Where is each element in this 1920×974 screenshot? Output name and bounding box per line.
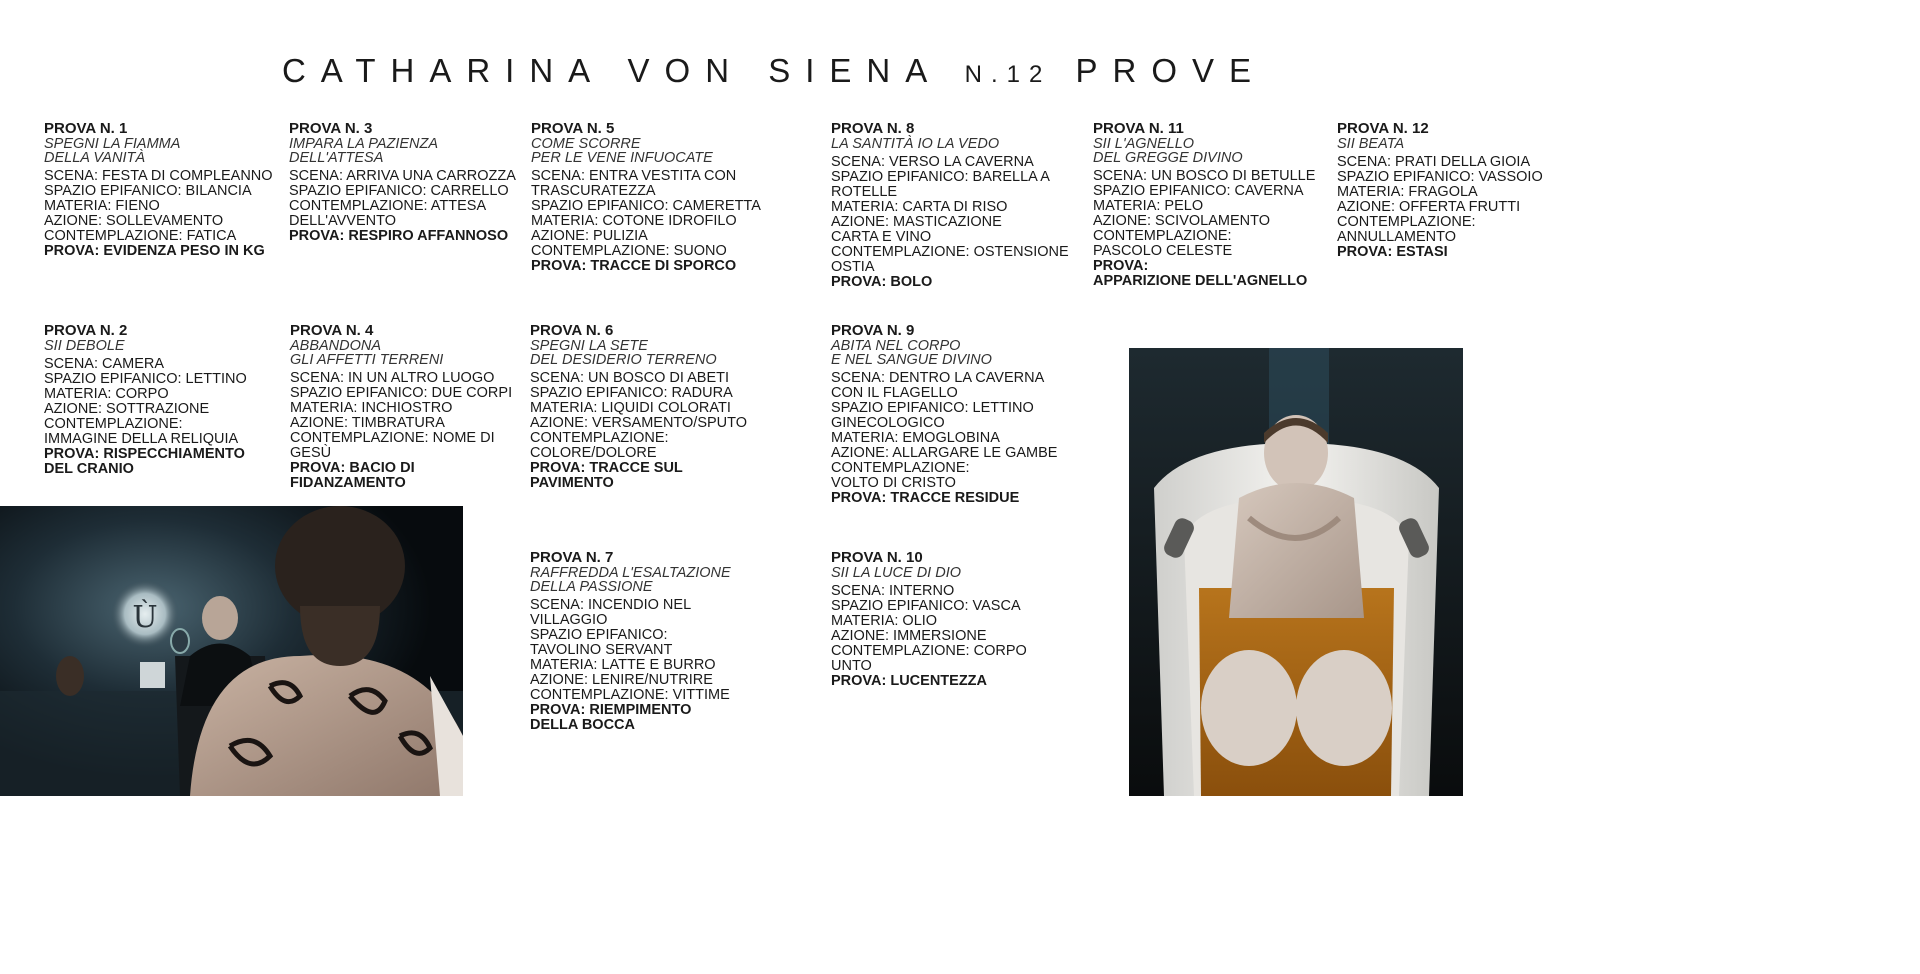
prova-detail-line: AZIONE: SCIVOLAMENTO (1093, 213, 1270, 229)
prova-detail-line: AZIONE: TIMBRATURA (290, 415, 445, 431)
prova-result-line: PROVA: RIEMPIMENTO (530, 702, 692, 718)
prova-result-line: PROVA: LUCENTEZZA (831, 673, 988, 689)
prova-detail-line: AZIONE: VERSAMENTO/SPUTO (530, 415, 748, 431)
prova-heading: PROVA N. 9 (831, 322, 915, 339)
prova-subtitle (1093, 137, 1333, 165)
prova-detail-line: MATERIA: FIENO (44, 198, 160, 214)
prova-detail-line: AZIONE: SOLLEVAMENTO (44, 213, 224, 229)
prova-subtitle-line: IMPARA LA PAZIENZA (289, 136, 439, 152)
prova-detail-line: SCENA: DENTRO LA CAVERNA (831, 370, 1045, 386)
prova-subtitle-line: SII BEATA (1337, 136, 1405, 152)
prova-subtitle (1337, 137, 1577, 151)
prova-heading: PROVA N. 7 (530, 549, 614, 566)
prova-detail-line: SCENA: INTERNO (831, 583, 955, 599)
prova-block-2 (44, 323, 284, 477)
prova-detail-line: AZIONE: SOTTRAZIONE (44, 401, 210, 417)
prova-detail-line: CONTEMPLAZIONE: VITTIME (530, 687, 730, 703)
prova-detail-line: CONTEMPLAZIONE: (1337, 214, 1476, 230)
prova-block-4 (290, 323, 530, 491)
prova-detail-line: SCENA: INCENDIO NEL VILLAGGIO (530, 597, 691, 628)
prova-detail-line: SCENA: VERSO LA CAVERNA (831, 154, 1034, 170)
prova-subtitle (831, 137, 1071, 151)
prova-subtitle-line: GLI AFFETTI TERRENI (290, 352, 444, 368)
prova-detail-line: SCENA: PRATI DELLA GIOIA (1337, 154, 1531, 170)
prova-result-line: PROVA: RESPIRO AFFANNOSO (289, 228, 509, 244)
prova-detail-line: TRASCURATEZZA (531, 183, 656, 199)
prova-detail-line: AZIONE: OFFERTA FRUTTI (1337, 199, 1521, 215)
prova-subtitle-line: RAFFREDDA L'ESALTAZIONE (530, 565, 731, 581)
prova-subtitle (530, 566, 770, 594)
prova-subtitle (831, 566, 1071, 580)
prova-detail-line: MATERIA: CORPO (44, 386, 169, 402)
prova-detail-line: SPAZIO EPIFANICO: CARRELLO (289, 183, 509, 199)
prova-detail-line: CONTEMPLAZIONE: NOME DI GESÙ (290, 430, 495, 461)
prova-detail-line: CONTEMPLAZIONE: (44, 416, 183, 432)
prova-subtitle-line: ABBANDONA (290, 338, 382, 354)
prova-subtitle-line: DELL'ATTESA (289, 150, 384, 166)
prova-heading: PROVA N. 11 (1093, 120, 1184, 137)
prova-block-1 (44, 121, 284, 259)
prova-result-line: PROVA: BACIO DI FIDANZAMENTO (290, 460, 415, 491)
prova-block-8 (831, 121, 1071, 290)
prova-result-line: DEL CRANIO (44, 461, 134, 477)
prova-detail-line: CONTEMPLAZIONE: ATTESA (289, 198, 487, 214)
prova-subtitle-line: DEL GREGGE DIVINO (1093, 150, 1243, 166)
prova-detail-line: AZIONE: LENIRE/NUTRIRE (530, 672, 713, 688)
prova-subtitle-line: COME SCORRE (531, 136, 641, 152)
prova-heading: PROVA N. 3 (289, 120, 373, 137)
prova-result-line: PROVA: TRACCE RESIDUE (831, 490, 1020, 506)
prova-subtitle-line: SII L'AGNELLO (1093, 136, 1195, 152)
prova-detail-line: SPAZIO EPIFANICO: LETTINO (44, 371, 247, 387)
title-number: N.12 (964, 61, 1052, 88)
prova-detail-line: SCENA: ARRIVA UNA CARROZZA (289, 168, 516, 184)
prova-detail-line: MATERIA: LATTE E BURRO (530, 657, 716, 673)
prova-heading: PROVA N. 4 (290, 322, 374, 339)
prova-result-line: PROVA: EVIDENZA PESO IN KG (44, 243, 265, 259)
prova-heading: PROVA N. 10 (831, 549, 923, 566)
prova-heading: PROVA N. 1 (44, 120, 128, 137)
prova-detail-line: SCENA: UN BOSCO DI ABETI (530, 370, 730, 386)
prova-subtitle-line: SPEGNI LA FIAMMA (44, 136, 181, 152)
prova-heading: PROVA N. 8 (831, 120, 915, 137)
prova-subtitle-line: DELLA VANITÀ (44, 150, 146, 166)
prova-detail-line: SPAZIO EPIFANICO: VASSOIO (1337, 169, 1543, 185)
prova-detail-line: AZIONE: PULIZIA (531, 228, 648, 244)
prova-detail-line: MATERIA: LIQUIDI COLORATI (530, 400, 731, 416)
prova-detail-line: CONTEMPLAZIONE: CORPO UNTO (831, 643, 1027, 674)
prova-block-11 (1093, 121, 1333, 289)
prova-subtitle (530, 339, 770, 367)
prova-subtitle (44, 339, 284, 353)
prova-subtitle-line: SPEGNI LA SETE (530, 338, 648, 354)
prova-detail-line: AZIONE: ALLARGARE LE GAMBE (831, 445, 1058, 461)
prova-subtitle (44, 137, 284, 165)
prova-subtitle-line: E NEL SANGUE DIVINO (831, 352, 992, 368)
prova-block-5 (531, 121, 771, 274)
prova-detail-line: CON IL FLAGELLO (831, 385, 958, 401)
prova-result-line: PROVA: TRACCE SUL PAVIMENTO (530, 460, 683, 491)
prova-detail-line: SCENA: UN BOSCO DI BETULLE (1093, 168, 1316, 184)
prova-subtitle (531, 137, 771, 165)
prova-subtitle (289, 137, 529, 165)
prova-subtitle-line: SII LA LUCE DI DIO (831, 565, 961, 581)
prova-detail-line: MATERIA: CARTA DI RISO (831, 199, 1008, 215)
prova-detail-line: SCENA: FESTA DI COMPLEANNO (44, 168, 273, 184)
prova-heading: PROVA N. 5 (531, 120, 615, 137)
prova-detail-line: SCENA: CAMERA (44, 356, 165, 372)
prova-detail-line: DELL'AVVENTO (289, 213, 396, 229)
prova-subtitle-line: DELLA PASSIONE (530, 579, 653, 595)
prova-detail-line: SPAZIO EPIFANICO: CAVERNA (1093, 183, 1304, 199)
prova-detail-line: MATERIA: COTONE IDROFILO (531, 213, 737, 229)
scene-photo-left-drawing (0, 506, 463, 796)
prova-subtitle-line: PER LE VENE INFUOCATE (531, 150, 713, 166)
prova-detail-line: VOLTO DI CRISTO (831, 475, 956, 491)
prova-detail-line: CONTEMPLAZIONE: COLORE/DOLORE (530, 430, 669, 461)
prova-detail-line: OSTIA (831, 259, 875, 275)
prova-result-line: PROVA: BOLO (831, 274, 933, 290)
title-main: CATHARINA VON SIENA (281, 52, 941, 89)
prova-detail-line: CONTEMPLAZIONE: SUONO (531, 243, 727, 259)
prova-subtitle-line: DEL DESIDERIO TERRENO (530, 352, 717, 368)
prova-detail-line: MATERIA: PELO (1093, 198, 1204, 214)
prova-detail-line: AZIONE: IMMERSIONE (831, 628, 987, 644)
prova-detail-line: TAVOLINO SERVANT (530, 642, 673, 658)
prova-detail-line: SPAZIO EPIFANICO: (530, 627, 668, 643)
prova-detail-line: CARTA E VINO (831, 229, 932, 245)
scene-photo-left (0, 506, 463, 796)
prova-detail-line: SPAZIO EPIFANICO: VASCA (831, 598, 1021, 614)
prova-detail-line: IMMAGINE DELLA RELIQUIA (44, 431, 239, 447)
prova-block-10 (831, 550, 1071, 689)
prova-result-line: PROVA: ESTASI (1337, 244, 1448, 260)
prova-detail-line: SPAZIO EPIFANICO: LETTINO (831, 400, 1034, 416)
prova-result-line: PROVA: (1093, 258, 1149, 274)
prova-result-line: PROVA: TRACCE DI SPORCO (531, 258, 737, 274)
prova-detail-line: CONTEMPLAZIONE: (831, 460, 970, 476)
prova-result-line: APPARIZIONE DELL'AGNELLO (1093, 273, 1308, 289)
prova-detail-line: AZIONE: MASTICAZIONE (831, 214, 1002, 230)
prova-detail-line: SPAZIO EPIFANICO: CAMERETTA (531, 198, 761, 214)
prova-subtitle (831, 339, 1071, 367)
prova-detail-line: SPAZIO EPIFANICO: BARELLA A (831, 169, 1050, 185)
prova-detail-line: SCENA: ENTRA VESTITA CON (531, 168, 737, 184)
page-title (0, 52, 1548, 90)
prova-block-6 (530, 323, 770, 491)
prova-result-line: PROVA: RISPECCHIAMENTO (44, 446, 245, 462)
bathtub-photo-right (1129, 348, 1463, 796)
prova-detail-line: SPAZIO EPIFANICO: BILANCIA (44, 183, 252, 199)
prova-detail-line: MATERIA: EMOGLOBINA (831, 430, 1000, 446)
prova-detail-line: MATERIA: INCHIOSTRO (290, 400, 453, 416)
prova-heading: PROVA N. 2 (44, 322, 128, 339)
halo-letter: Ù (132, 600, 158, 635)
prova-detail-line: MATERIA: FRAGOLA (1337, 184, 1478, 200)
prova-detail-line: GINECOLOGICO (831, 415, 945, 431)
title-tail: PROVE (1075, 52, 1267, 89)
prova-detail-line: MATERIA: OLIO (831, 613, 938, 629)
prova-heading: PROVA N. 6 (530, 322, 614, 339)
prova-detail-line: ANNULLAMENTO (1337, 229, 1456, 245)
prova-subtitle-line: SII DEBOLE (44, 338, 125, 354)
prova-detail-line: SPAZIO EPIFANICO: RADURA (530, 385, 733, 401)
prova-subtitle-line: LA SANTITÀ IO LA VEDO (831, 136, 1000, 152)
prova-detail-line: SPAZIO EPIFANICO: DUE CORPI (290, 385, 513, 401)
prova-heading: PROVA N. 12 (1337, 120, 1429, 137)
prova-detail-line: CONTEMPLAZIONE: (1093, 228, 1232, 244)
prova-detail-line: CONTEMPLAZIONE: OSTENSIONE (831, 244, 1069, 260)
prova-detail-line: PASCOLO CELESTE (1093, 243, 1233, 259)
bathtub-photo-right-drawing (1129, 348, 1463, 796)
prova-block-3 (289, 121, 529, 244)
prova-subtitle-line: ABITA NEL CORPO (831, 338, 961, 354)
prova-detail-line: SCENA: IN UN ALTRO LUOGO (290, 370, 495, 386)
prova-subtitle (290, 339, 530, 367)
prova-block-12 (1337, 121, 1577, 260)
prova-block-9 (831, 323, 1071, 506)
prova-detail-line: ROTELLE (831, 184, 898, 200)
prova-detail-line: CONTEMPLAZIONE: FATICA (44, 228, 237, 244)
prova-block-7 (530, 550, 770, 733)
prova-result-line: DELLA BOCCA (530, 717, 635, 733)
